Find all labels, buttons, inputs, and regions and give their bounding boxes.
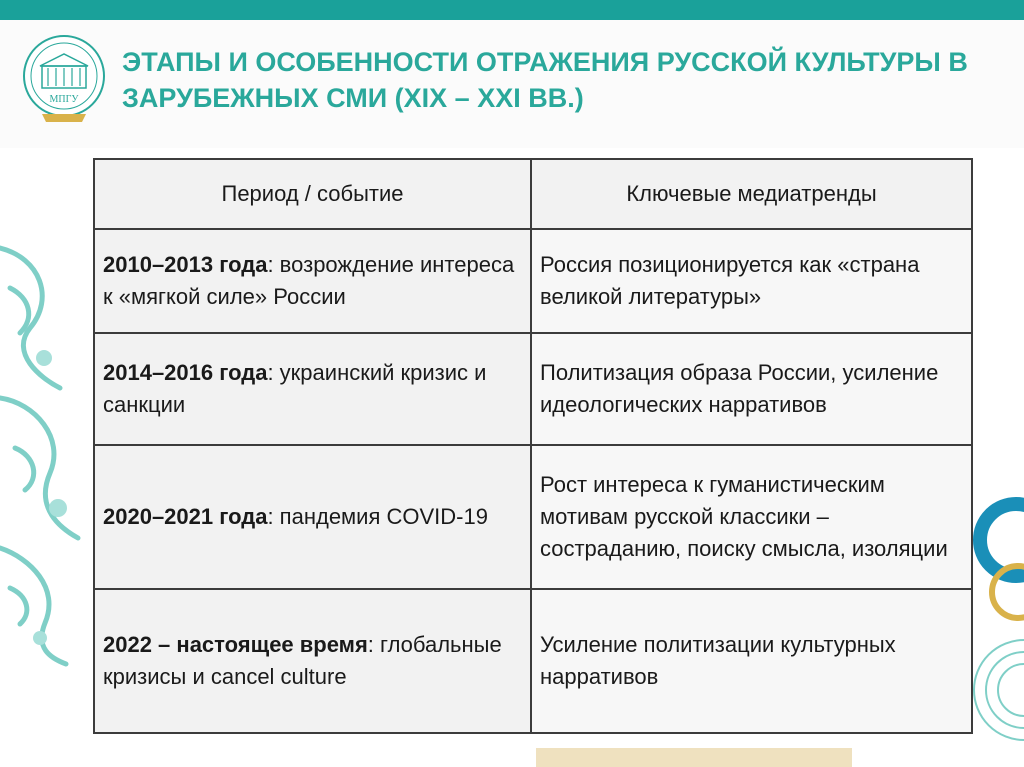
period-dates: 2014–2016 года bbox=[103, 360, 268, 385]
top-accent-bar bbox=[0, 0, 1024, 20]
period-cell bbox=[94, 445, 531, 589]
table-row bbox=[94, 333, 972, 445]
header-period: Период / событие bbox=[94, 159, 531, 229]
period-description: : украинский кризис и санкции bbox=[103, 360, 487, 417]
trend-cell: Россия позиционируется как «страна великой литературы» bbox=[531, 229, 972, 333]
period-description: : глобальные кризисы и cancel culture bbox=[103, 632, 502, 689]
period-dates: 2010–2013 года bbox=[103, 252, 268, 277]
bottom-decorative-strip bbox=[536, 748, 852, 767]
period-dates: 2022 – настоящее время bbox=[103, 632, 368, 657]
period-dates: 2020–2021 года bbox=[103, 504, 268, 529]
ornament-right-decoration bbox=[964, 480, 1024, 767]
trend-cell: Политизация образа России, усиление идеологических нарративов bbox=[531, 333, 972, 445]
logo-text: МПГУ bbox=[49, 94, 79, 105]
table-row bbox=[94, 445, 972, 589]
ornament-left-decoration bbox=[0, 228, 82, 668]
trend-cell: Рост интереса к гуманистическим мотивам русской классики – состраданию, поиску смысла, изоляции bbox=[531, 445, 972, 589]
period-description: : возрождение интереса к «мягкой силе» России bbox=[103, 252, 515, 309]
header-trends: Ключевые медиатренды bbox=[531, 159, 972, 229]
page-title: ЭТАПЫ И ОСОБЕННОСТИ ОТРАЖЕНИЯ РУССКОЙ КУЛЬТУРЫ В ЗАРУБЕЖНЫХ СМИ (XIX – XXI ВВ.) bbox=[122, 47, 968, 113]
period-cell bbox=[94, 333, 531, 445]
table-row bbox=[94, 589, 972, 733]
university-logo bbox=[20, 32, 108, 128]
period-cell bbox=[94, 229, 531, 333]
trend-cell: Усиление политизации культурных нарративов bbox=[531, 589, 972, 733]
table-header-row bbox=[94, 159, 972, 229]
media-trends-table bbox=[93, 158, 973, 734]
period-cell bbox=[94, 589, 531, 733]
period-description: : пандемия COVID-19 bbox=[267, 504, 488, 529]
table-row bbox=[94, 229, 972, 333]
